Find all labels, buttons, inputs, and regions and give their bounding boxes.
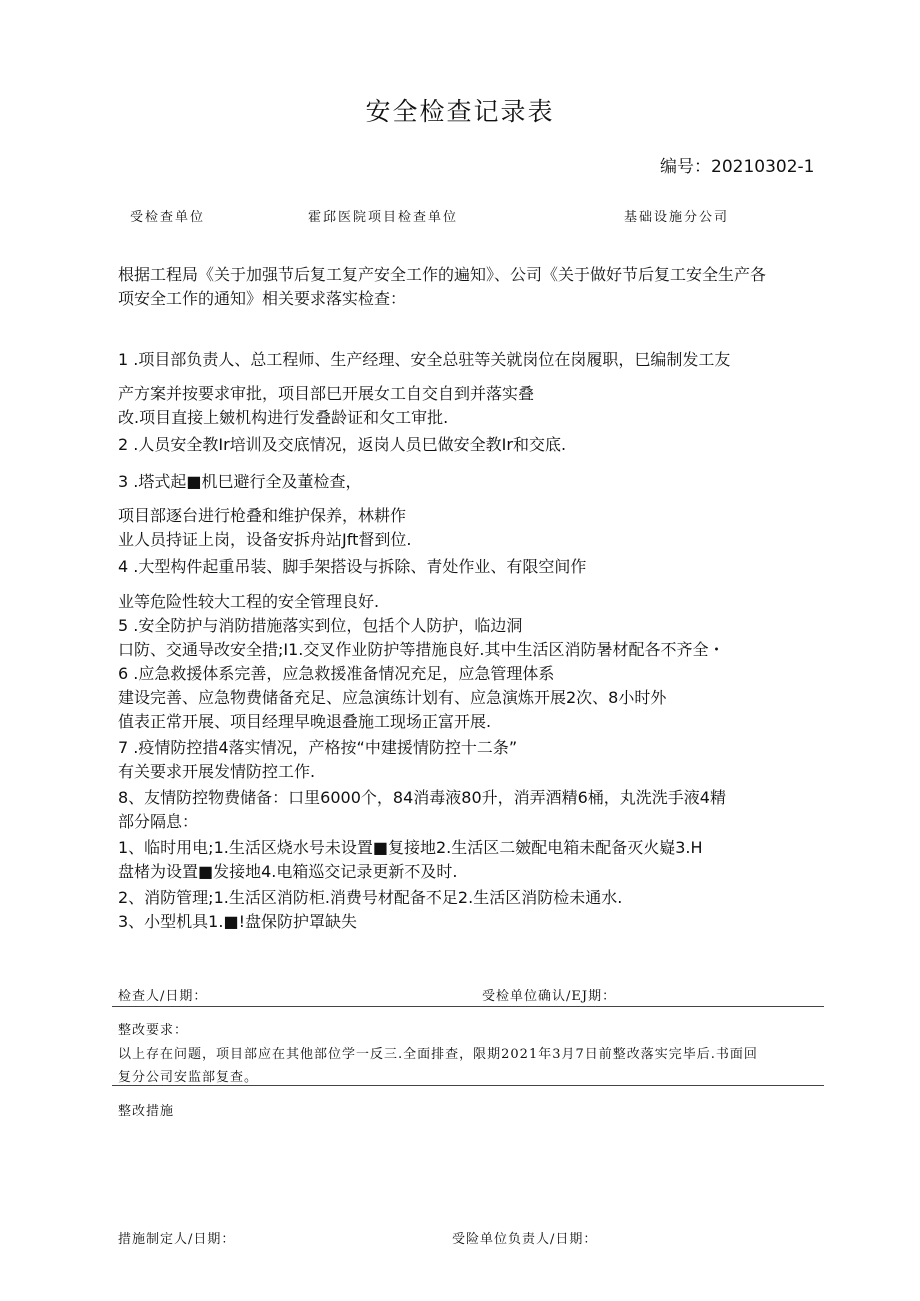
item-line: 建设完善、应急物费储备充足、应急演练计划有、应急演炼开展2次、8小时外	[118, 688, 667, 707]
item-line: 8、友情防控物费储备：口里6000个，84消毒液80升，消弄酒精6桶，丸洗洗手液4精	[118, 788, 726, 807]
item-line: 业等危险性较大工程的安全管理良好.	[118, 592, 380, 611]
item-line: 值表正常开展、项目经理早晚退叠施工现场正富开展.	[118, 712, 492, 731]
item-line: 2、消防管理;1.生活区消防柜.消费号材配备不足2.生活区消防检未通水.	[118, 888, 623, 907]
inspecting-unit-value: 基础设施分公司	[624, 210, 730, 225]
page-title: 安全检查记录表	[365, 97, 555, 126]
inspected-unit-label: 受检查单位	[130, 210, 206, 225]
rectification-measures-label: 整改措施	[118, 1104, 175, 1119]
item-line: 产方案并按要求审批，项目部巳开展女工自交自到并落实叠	[118, 384, 535, 403]
inspected-unit-value: 霍邱医院项目检查单位	[308, 210, 459, 225]
item-line: 5 .安全防护与消防措施落实到位，包括个人防护，临边洞	[118, 616, 523, 635]
item-line: 盘楮为设置■发接地4.电箱巡交记录更新不及时.	[118, 862, 458, 881]
item-line: 口防、交通导改安全措;I1.交叉作业防护等措施良好.其中生活区消防暑材配各不齐全・	[118, 640, 725, 659]
item-line: 3、小型机具1.■!盘保防护罩缺失	[118, 912, 357, 931]
item-line: 业人员持证上岗，设备安拆舟站Jft督到位.	[118, 530, 412, 549]
responsible-person-date-label: 受险单位负责人/日期：	[452, 1232, 598, 1247]
document-number: 编号：20210302-1	[660, 157, 815, 177]
unit-confirm-date-label: 受检单位确认/EJ期：	[482, 989, 617, 1004]
rectification-requirement-label: 整改要求：	[118, 1023, 189, 1038]
item-line: 7 .疫情防控措4落实情况，产格按“中建援情防控十二条”	[118, 738, 518, 757]
intro-line: 根据工程局《关于加强节后复工复产安全工作的遍知》、公司《关于做好节后复工安全生产各	[118, 265, 767, 284]
divider	[112, 1006, 824, 1007]
intro-line: 项安全工作的通知》相关要求落实检查：	[118, 289, 407, 308]
item-line: 2 .人员安全教Ir培训及交底情况，返岗人员巳做安全教Ir和交底.	[118, 435, 567, 454]
item-line: 改.项目直接上皴机构进行发叠龄证和攵工审批.	[118, 408, 449, 427]
item-line: 6 .应急救援体系完善，应急救援准备情况充足，应急管理体系	[118, 664, 555, 683]
item-line: 部分隔息：	[118, 812, 199, 831]
item-line: 3 .塔式起■机巳避行全及董检查，	[118, 472, 362, 491]
item-line: 1、临时用电;1.生活区烧水号未设置■复接地2.生活区二皴配电箱未配备灭火嶷3.H	[118, 838, 703, 857]
rectification-requirement-text: 复分公司安监部复查。	[118, 1070, 259, 1085]
divider	[112, 1085, 824, 1086]
measures-maker-date-label: 措施制定人/日期：	[118, 1232, 236, 1247]
item-line: 1 .项目部负责人、总工程师、生产经理、安全总驻等关就岗位在岗履职，巳编制发工友	[118, 350, 731, 369]
inspector-date-label: 检查人/日期：	[118, 989, 208, 1004]
item-line: 项目部逐台进行枪叠和维护保养，林耕作	[118, 506, 407, 525]
item-line: 有关要求开展发情防控工作.	[118, 762, 316, 781]
item-line: 4 .大型构件起重吊装、脚手架搭设与拆除、青处作业、有限空间作	[118, 557, 587, 576]
rectification-requirement-text: 以上存在问题，项目部应在其他部位学一反三.全面排查，限期2021年3月7日前整改落实完毕后.书面回	[118, 1047, 758, 1062]
